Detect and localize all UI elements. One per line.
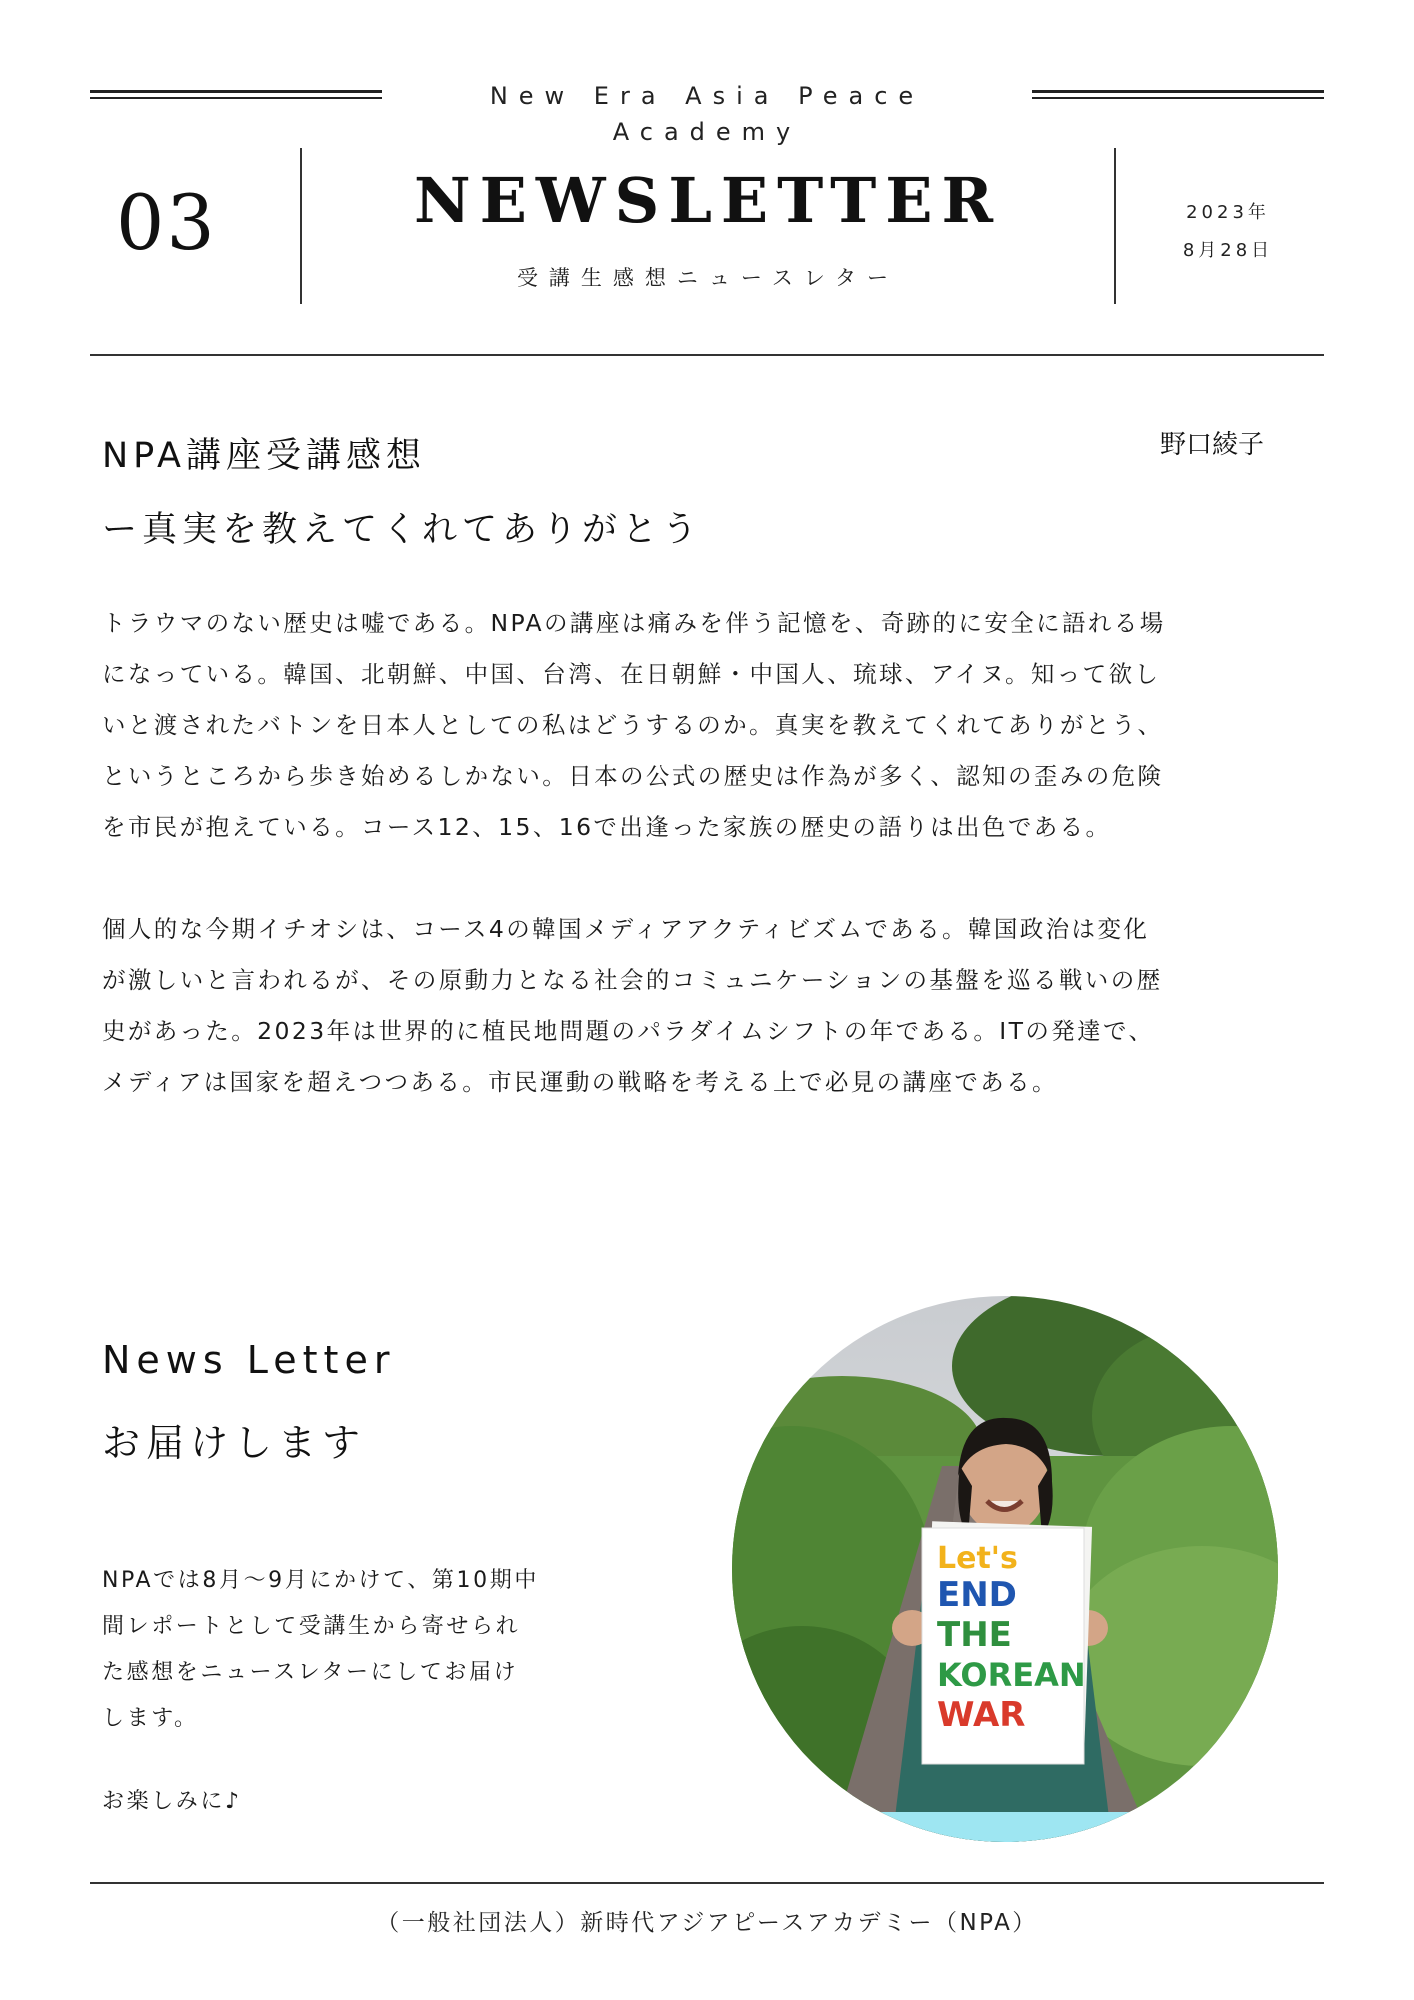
intro-line: NPAでは8月〜9月にかけて、第10期中 bbox=[102, 1568, 539, 1593]
paragraph-line: 個人的な今期イチオシは、コース4の韓国メディアアクティビズムである。韓国政治は変化 bbox=[102, 915, 1150, 943]
sign-line-4: KOREAN bbox=[937, 1656, 1086, 1694]
article-author: 野口綾子 bbox=[1160, 430, 1265, 460]
double-rule-left bbox=[90, 90, 382, 99]
intro-line: た感想をニュースレターにしてお届け bbox=[102, 1660, 519, 1685]
paragraph-line: が激しいと言われるが、その原動力となる社会的コミュニケーションの基盤を巡る戦いの歴 bbox=[102, 966, 1163, 994]
sign-line-1: Let's bbox=[937, 1541, 1018, 1576]
issue-date-year: 2023年 bbox=[1186, 202, 1270, 223]
sign-line-2: END bbox=[937, 1575, 1017, 1615]
academy-banner bbox=[90, 78, 1324, 146]
issue-date-day: 8月28日 bbox=[1182, 240, 1274, 261]
section-intro bbox=[102, 1558, 572, 1742]
section-heading-line1: News Letter bbox=[102, 1338, 396, 1382]
paragraph-line: いと渡されたバトンを日本人としての私はどうするのか。真実を教えてくれてありがとう、 bbox=[102, 711, 1164, 739]
intro-line: します。 bbox=[102, 1706, 199, 1731]
paragraph-line: になっている。韓国、北朝鮮、中国、台湾、在日朝鮮・中国人、琉球、アイヌ。知って欲し bbox=[102, 660, 1161, 688]
article-paragraph-1 bbox=[102, 598, 1312, 853]
academy-name: New Era Asia Peace Academy bbox=[489, 82, 925, 146]
intro-line: 間レポートとして受講生から寄せられ bbox=[102, 1614, 521, 1639]
section-heading-line2: お届けします bbox=[102, 1421, 367, 1465]
paragraph-line: 史があった。2023年は世界的に植民地問題のパラダイムシフトの年である。ITの発達で、 bbox=[102, 1017, 1155, 1045]
paragraph-line: というところから歩き始めるしかない。日本の公式の歴史は作為が多く、認知の歪みの危険 bbox=[102, 762, 1164, 790]
double-rule-right bbox=[1032, 90, 1324, 99]
vertical-divider-right bbox=[1114, 148, 1116, 304]
footer-organization: （一般社団法人）新時代アジアピースアカデミー（NPA） bbox=[376, 1910, 1038, 1936]
paragraph-line: メディアは国家を超えつつある。市民運動の戦略を考える上で必見の講座である。 bbox=[102, 1068, 1058, 1096]
sign-line-3: THE bbox=[937, 1615, 1012, 1655]
author-photo bbox=[732, 1296, 1278, 1842]
sign-line-5: WAR bbox=[937, 1695, 1026, 1735]
newsletter-title: NEWSLETTER bbox=[413, 164, 1003, 237]
paragraph-line: トラウマのない歴史は嘘である。NPAの講座は痛みを伴う記憶を、奇跡的に安全に語れる場 bbox=[102, 609, 1166, 637]
photo-illustration bbox=[732, 1296, 1278, 1842]
article-title-line1: NPA講座受講感想 bbox=[102, 436, 426, 476]
footer-divider bbox=[90, 1882, 1324, 1884]
issue-number: 03 bbox=[116, 178, 217, 267]
article-title-line2: ー真実を教えてくれてありがとう bbox=[102, 510, 703, 550]
article-paragraph-2 bbox=[102, 904, 1312, 1108]
section-closing: お楽しみに♪ bbox=[102, 1789, 242, 1814]
header-divider bbox=[90, 354, 1324, 356]
newsletter-subtitle: 受講生感想ニュースレター bbox=[516, 266, 900, 290]
paragraph-line: を市民が抱えている。コース12、15、16で出逢った家族の歴史の語りは出色である。 bbox=[102, 813, 1112, 841]
